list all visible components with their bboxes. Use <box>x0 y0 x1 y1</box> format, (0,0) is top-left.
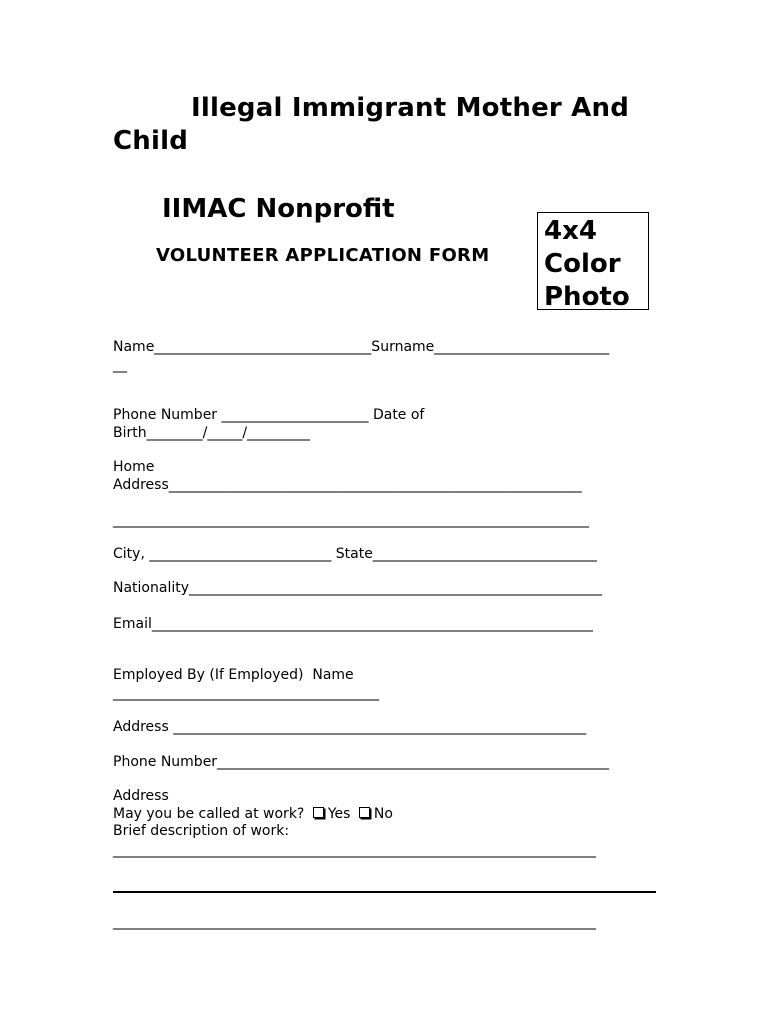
organization-name: IIMAC Nonprofit <box>162 194 395 224</box>
yes-checkbox[interactable] <box>313 807 324 818</box>
work-description-label: Brief description of work: <box>113 823 290 839</box>
called-at-work-question: May you be called at work? <box>113 806 305 822</box>
name-field-continuation[interactable]: __ <box>113 357 127 373</box>
employer-name-field[interactable]: ______________________________________ <box>113 685 379 701</box>
work-description-line-1[interactable]: _____________________________________________________________________ <box>113 842 596 858</box>
employer-address-label: Address <box>113 788 169 804</box>
employer-phone-field[interactable]: Phone Number________________________________________________________ <box>113 754 610 770</box>
date-of-birth-field[interactable]: Birth________/_____/_________ <box>113 425 311 441</box>
employer-address-field[interactable]: Address ___________________________________________________________ <box>113 719 587 735</box>
form-title: VOLUNTEER APPLICATION FORM <box>156 245 490 266</box>
employer-label: Employed By (If Employed) Name <box>113 667 354 683</box>
nationality-field[interactable]: Nationality___________________________________________________________ <box>113 580 603 596</box>
document-title: Illegal Immigrant Mother And Child <box>113 93 630 156</box>
phone-dob-field[interactable]: Phone Number _____________________ Date of <box>113 407 425 423</box>
work-description-line-3[interactable]: _____________________________________________________________________ <box>113 914 596 930</box>
name-surname-field[interactable]: Name_______________________________Surname_________________________ <box>113 339 610 355</box>
home-address-field[interactable]: Address___________________________________________________________ <box>113 477 582 493</box>
called-at-work-row <box>113 805 393 823</box>
no-checkbox[interactable] <box>359 807 370 818</box>
photo-placeholder-box: 4x4 Color Photo <box>537 212 649 310</box>
home-label: Home <box>113 459 155 475</box>
work-description-line-2[interactable] <box>113 891 656 893</box>
yes-label: Yes <box>327 806 351 822</box>
city-state-field[interactable]: City, __________________________ State________________________________ <box>113 546 597 562</box>
no-label: No <box>373 806 393 822</box>
email-field[interactable]: Email_______________________________________________________________ <box>113 616 593 632</box>
address-continuation-field[interactable]: ____________________________________________________________________ <box>113 512 589 528</box>
